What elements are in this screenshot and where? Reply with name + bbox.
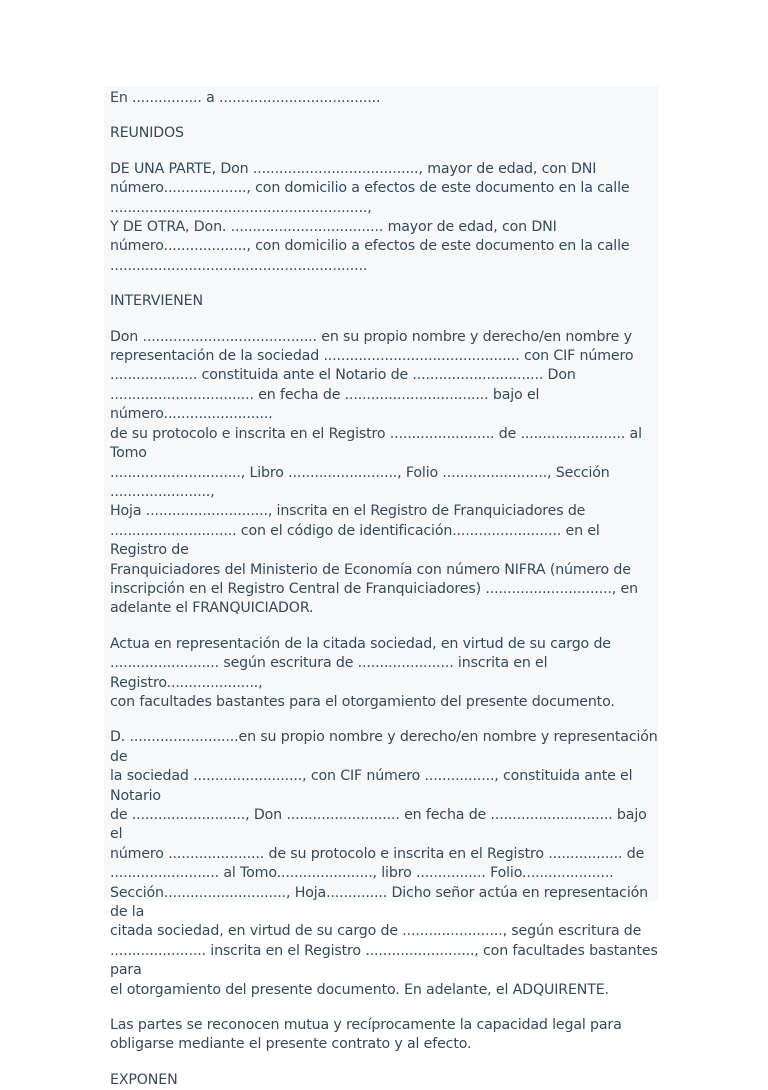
place-date-line: En ................ a ..................................... [110,90,381,106]
document-body [104,86,658,1088]
heading-exponen: EXPONEN [110,1071,178,1088]
heading-intervienen: INTERVIENEN [110,293,203,310]
paragraph-intervienen-2: Actua en representación de la citada sociedad, en virtud de su cargo de ......................... según escritura de ...................... inscrita en el Registro....................., con facultades bastantes para el otorgamiento del presente documento. [110,635,615,710]
paragraph-parte-2: Y DE OTRA, Don. ................................... mayor de edad, con DNI número..................., con domicilio a efectos de este documento en la calle ........................................................... [110,219,630,274]
paragraph-partes-reconocen: Las partes se reconocen mutua y recíprocamente la capacidad legal para obligarse mediante el presente contrato y al efecto. [110,1017,622,1053]
paragraph-parte-1: DE UNA PARTE, Don ......................................, mayor de edad, con DNI número..................., con domicilio a efectos de este documento en la calle ..........................................................., [110,160,630,216]
heading-reunidos: REUNIDOS [110,125,184,142]
paragraph-intervienen-1: Don ........................................ en su propio nombre y derecho/en nombre y representación de la sociedad ............................................. con CIF número .................... constituida ante el Notario de .............................. Don ................................. en fecha de ................................. bajo el número......................... de su protocolo e inscrita en el Registro ........................ de ........................ al Tomo .............................., Libro ........................., Folio ........................, Sección ......................., Hoja ............................, inscrita en el Registro de Franquiciadores de ............................. con el código de identificación......................... en el Registro de Franquiciadores del Ministerio de Economía con número NIFRA (número de inscripción en el Registro Central de Franquiciadores) ............................., en adelante el FRANQUICIADOR. [110,328,642,617]
paragraph-intervienen-3: D. .........................en su propio nombre y derecho/en nombre y representación de la sociedad ........................., con CIF número ................, constituida ante el Notario de .........................., Don .......................... en fecha de ............................ bajo el número ...................... de su protocolo e inscrita en el Registro ................. de ......................... al Tomo......................, libro ................ Folio..................... Sección............................, Hoja.............. Dicho señor actúa en representación de la citada sociedad, en virtud de su cargo de ......................., según escritura de ...................... inscrita en el Registro ........................., con facultades bastantes para el otorgamiento del presente documento. En adelante, el ADQUIRENTE. [110,729,658,998]
